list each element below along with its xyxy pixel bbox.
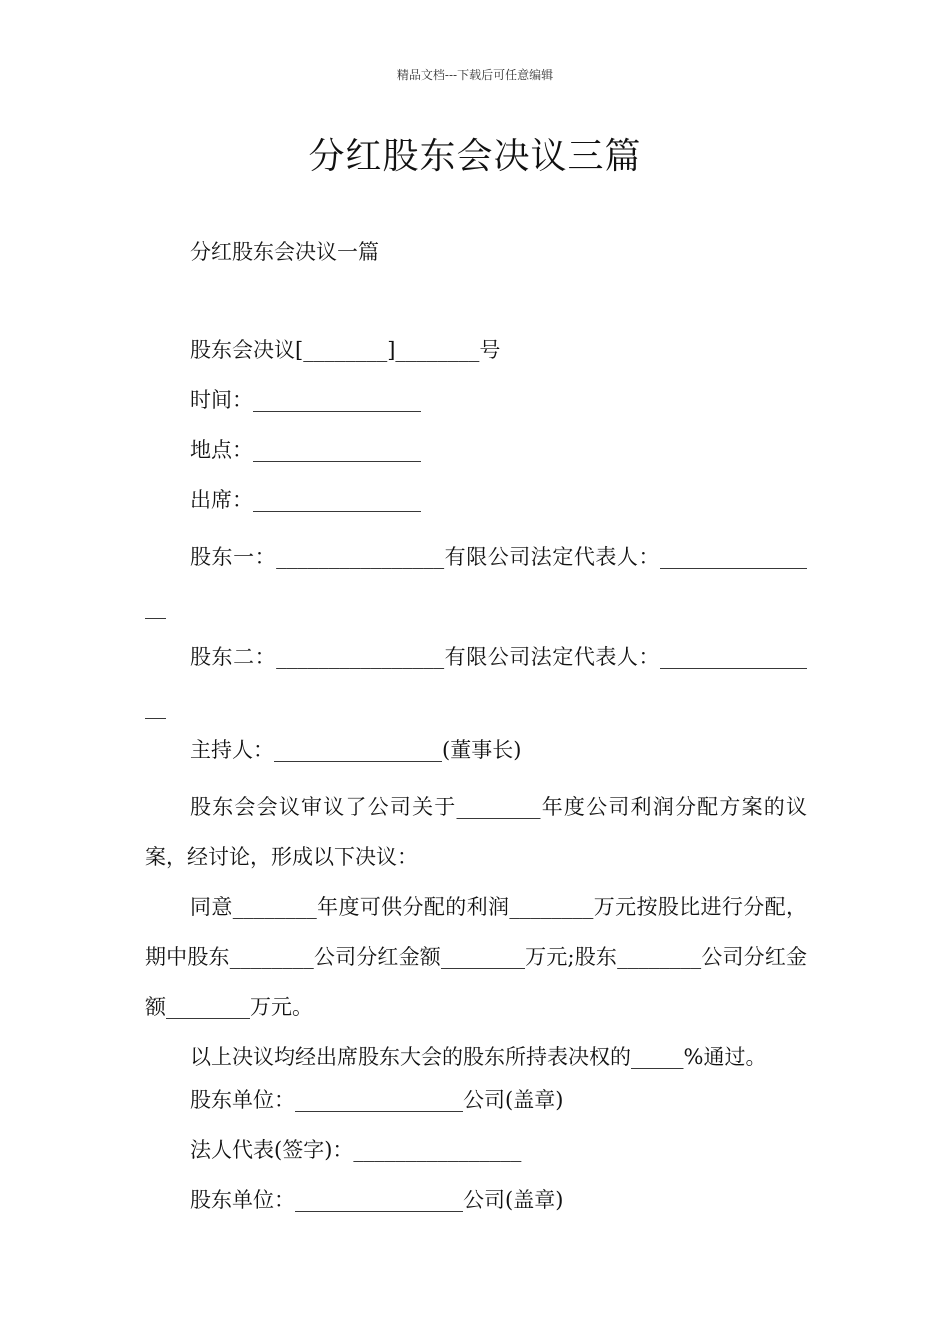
review-paragraph: 股东会会议审议了公司关于________年度公司利润分配方案的议案，经讨论，形成以下决议： — [145, 795, 807, 869]
shareholder-unit-line-2: 股东单位：________________公司(盖章) — [190, 1188, 564, 1212]
attendance-line: 出席：________________ — [190, 488, 421, 512]
host-line: 主持人：________________(董事长) — [190, 738, 522, 762]
time-line: 时间：________________ — [190, 388, 421, 412]
header-note: 精品文档---下载后可任意编辑 — [396, 68, 554, 82]
legal-representative-line: 法人代表(签字)：________________ — [190, 1138, 522, 1162]
approval-paragraph: 以上决议均经出席股东大会的股东所持表决权的_____%通过。 — [190, 1045, 767, 1069]
resolution-number-line: 股东会决议[________]________号 — [190, 338, 501, 362]
document-body — [145, 332, 807, 1232]
shareholder-unit-line: 股东单位：________________公司(盖章) — [190, 1088, 564, 1112]
section-title: 分红股东会决议一篇 — [190, 240, 379, 264]
document-title: 分红股东会决议三篇 — [308, 136, 642, 177]
shareholder-two-line: 股东二：________________有限公司法定代表人：________________ — [145, 645, 807, 719]
place-line: 地点：________________ — [190, 438, 421, 462]
agreement-paragraph: 同意________年度可供分配的利润________万元按股比进行分配，期中股东________公司分红金额________万元;股东________公司分红金额________万元。 — [145, 895, 807, 1019]
shareholder-one-line: 股东一：________________有限公司法定代表人：________________ — [145, 545, 807, 619]
